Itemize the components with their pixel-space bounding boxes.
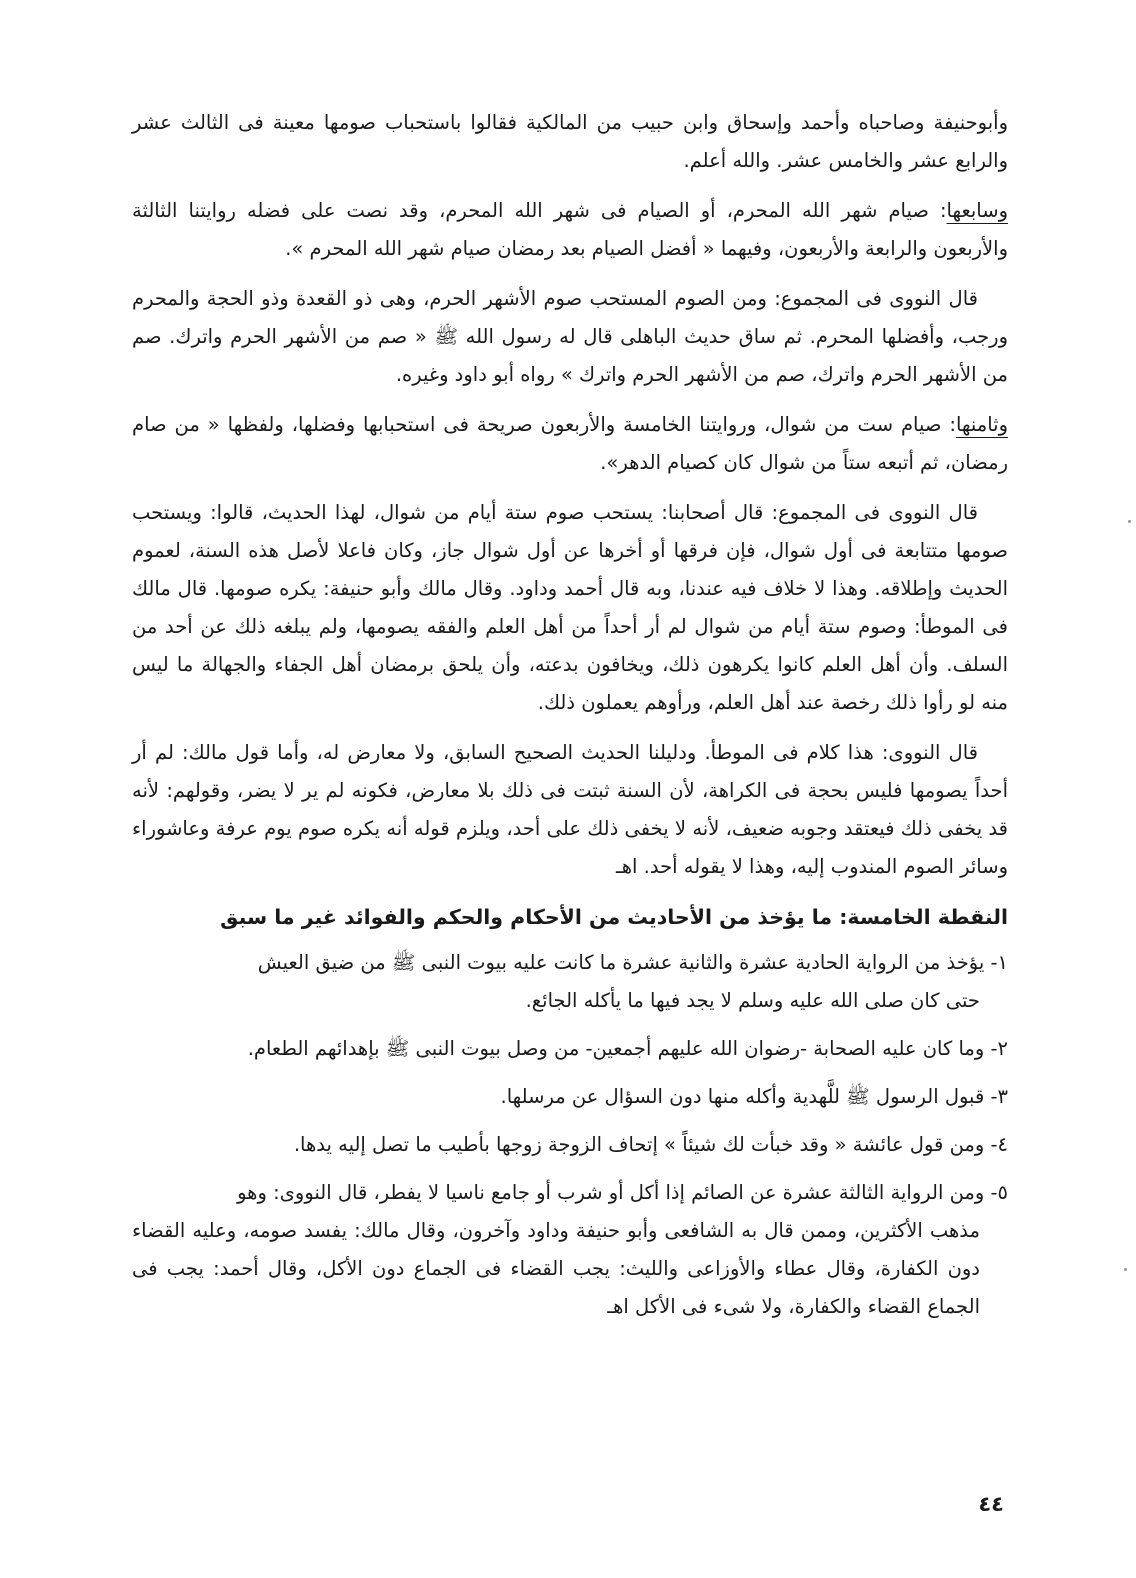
- paragraph-intro: [132, 104, 1008, 180]
- list-item-4: [132, 1126, 1008, 1164]
- paragraph-nawawi-1: [132, 280, 1008, 394]
- list-item-5-first: ٥- ومن الرواية الثالثة عشرة عن الصائم إذا أكل أو شرب أو جامع ناسيا لا يفطر، قال النووى: وهو: [237, 1181, 1008, 1204]
- paragraph-eighth: [132, 406, 1008, 482]
- list-item-4-text: ٤- ومن قول عائشة « وقد خبأت لك شيئاً » إتحاف الزوجة زوجها بأطيب ما تصل إليه يدها.: [293, 1133, 1008, 1156]
- list-item-2: [132, 1030, 1008, 1068]
- body-text: [132, 104, 1008, 1336]
- paragraph-intro-text: وأبوحنيفة وصاحباه وأحمد وإسحاق وابن حبيب من المالكية فقالوا باستحباب صومها معينة فى الثالث عشر والرابع عشر والخامس عشر. والله أعلم.: [132, 111, 1008, 172]
- paragraph-seventh: [132, 192, 1008, 268]
- list-item-1-first: ١- يؤخذ من الرواية الحادية عشرة والثانية عشرة ما كانت عليه بيوت النبى ﷺ من ضيق العيش: [257, 951, 1008, 974]
- paragraph-nawawi-2: [132, 494, 1008, 722]
- seventh-lead-word: وسابعها: [946, 199, 1008, 222]
- paragraph-seventh-text: : صيام شهر الله المحرم، أو الصيام فى شهر الله المحرم، وقد نصت على فضله روايتنا الثالثة والأربعون والرابعة والأربعون، وفيهما « أفضل الصيام بعد رمضان صيام شهر الله المحرم ».: [132, 199, 1008, 260]
- list-item-1: [132, 944, 1008, 1020]
- page-number: ٤٤: [978, 1492, 1004, 1516]
- eighth-lead-word: وثامنها: [955, 413, 1008, 436]
- scan-speck: [1124, 1268, 1127, 1271]
- paragraph-nawawi-3-text: قال النووى: هذا كلام فى الموطأ. ودليلنا الحديث الصحيح السابق، ولا معارض له، وأما قول مالك: لم أر أحداً يصومها فليس بحجة فى الكراهة، لأن السنة ثبتت فى ذلك بلا معارض، فكونه لم ير لا يضر، وقولهم: لأنه قد يخفى ذلك فيعتقد وجوبه ضعيف، لأنه لا يخفى ذلك على أحد، ويلزم قوله أنه يكره صوم يوم عرفة وعاشوراء وسائر الصوم المندوب إليه، وهذا لا يقوله أحد. اهـ: [132, 741, 1008, 878]
- list-item-2-text: ٢- وما كان عليه الصحابة -رضوان الله عليهم أجمعين- من وصل بيوت النبى ﷺ بإهدائهم الطعام.: [247, 1037, 1008, 1060]
- scan-speck: [1128, 520, 1131, 523]
- paragraph-nawawi-3: [132, 734, 1008, 886]
- list-item-1-cont: حتى كان صلى الله عليه وسلم لا يجد فيها ما يأكله الجائع.: [525, 989, 980, 1012]
- paragraph-eighth-text: : صيام ست من شوال، وروايتنا الخامسة والأربعون صريحة فى استحبابها وفضلها، ولفظها « من صام رمضان، ثم أتبعه ستاً من شوال كان كصيام الدهر».: [132, 413, 1008, 474]
- list-item-3-text: ٣- قبول الرسول ﷺ للَّهدية وأكله منها دون السؤال عن مرسلها.: [500, 1085, 1008, 1108]
- paragraph-nawawi-1-text: قال النووى فى المجموع: ومن الصوم المستحب صوم الأشهر الحرم، وهى ذو القعدة وذو الحجة والمحرم ورجب، وأفضلها المحرم. ثم ساق حديث الباهلى قال له رسول الله ﷺ « صم من الأشهر الحرم واترك. صم من الأشهر الحرم واترك، صم من الأشهر الحرم واترك » رواه أبو داود وغيره.: [132, 287, 1008, 386]
- list-item-5: [132, 1174, 1008, 1326]
- section-heading: النقطة الخامسة: ما يؤخذ من الأحاديث من الأحكام والحكم والفوائد غير ما سبق: [220, 905, 1008, 929]
- paragraph-nawawi-2-text: قال النووى فى المجموع: قال أصحابنا: يستحب صوم ستة أيام من شوال، لهذا الحديث، قالوا: ويستحب صومها متتابعة فى أول شوال، فإن فرقها أو أخرها عن أول شوال جاز، وكان فاعلا لأصل هذه السنة، لعموم الحديث وإطلاقه. وهذا لا خلاف فيه عندنا، وبه قال أحمد وداود. وقال مالك وأبو حنيفة: يكره صومها. قال مالك فى الموطأ: وصوم ستة أيام من شوال لم أر أحداً من أهل العلم والفقه يصومها، ولم يبلغه ذلك عن أحد من السلف. وأن أهل العلم كانوا يكرهون ذلك، ويخافون بدعته، وأن يلحق برمضان أهل الجفاء والجهالة ما ليس منه لو رأوا ذلك رخصة عند أهل العلم، ورأوهم يعملون ذلك.: [132, 501, 1008, 714]
- list-item-5-cont: مذهب الأكثرين، وممن قال به الشافعى وأبو حنيفة وداود وآخرون، وقال مالك: يفسد صومه، وعليه القضاء دون الكفارة، وقال عطاء والأوزاعى والليث: يجب القضاء فى الجماع دون الأكل، وقال أحمد: يجب فى الجماع القضاء والكفارة، ولا شىء فى الأكل اهـ: [132, 1219, 980, 1318]
- list-item-3: [132, 1078, 1008, 1116]
